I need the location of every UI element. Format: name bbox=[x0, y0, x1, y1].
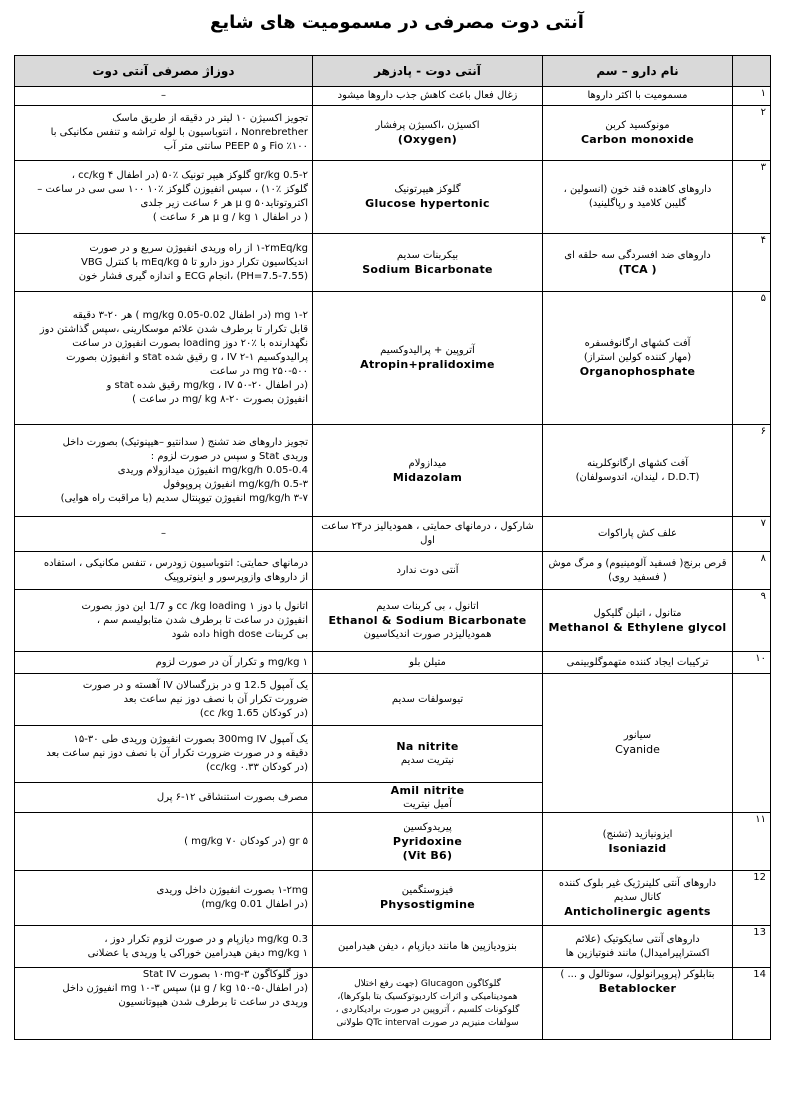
poison-cell: علف کش پاراکوات bbox=[543, 517, 733, 552]
row-num: ۲ bbox=[733, 106, 771, 161]
table-row bbox=[15, 674, 771, 726]
poison-name-fa: بتابلوکر (پروپرانولول، سوتالول و ... ) bbox=[560, 969, 715, 980]
antidote-note-fa: همودیالیزدر صورت اندیکاسیون bbox=[363, 628, 492, 640]
antidote-cell: آنتی دوت ندارد bbox=[313, 552, 543, 590]
row-num: ۱۱ bbox=[733, 813, 771, 871]
table-row bbox=[15, 590, 771, 652]
poison-cell bbox=[543, 292, 733, 425]
dose-cell: ۱-۲mEq/kg از راه وریدی انفیوژن سریع و در صورت اندیکاسیون تکرار دوز دارو تا ۵ mEq/kg با کنترل VBG (PH=7.5-7.55) ،انجام ECG و اندازه گیری فشار خون bbox=[15, 234, 313, 292]
header-name: نام دارو – سم bbox=[543, 56, 733, 87]
poison-name-fa: آفت کشهای ارگانوفسفره (مهار کننده کولین استراز) bbox=[583, 338, 692, 363]
table-row bbox=[15, 292, 771, 425]
poison-name-fa: متانول ، اتیلن گلیکول bbox=[593, 607, 682, 619]
antidote-cell: شارکول ، درمانهای حمایتی ، همودیالیز در۲۴ ساعت اول bbox=[313, 517, 543, 552]
row-num: ۱۰ bbox=[733, 652, 771, 674]
table-row bbox=[15, 968, 771, 1040]
dose-cell: درمانهای حمایتی: انتوباسیون زودرس ، تنفس مکانیکی ، استفاده از داروهای وازوپرسور و اینوتروپیک bbox=[15, 552, 313, 590]
antidote-cell: متیلن بلو bbox=[313, 652, 543, 674]
row-num: ۶ bbox=[733, 425, 771, 517]
antidote-table bbox=[14, 55, 771, 1040]
poison-cell bbox=[543, 871, 733, 926]
row-num: 12 bbox=[733, 871, 771, 926]
antidote-cell bbox=[313, 87, 543, 106]
poison-name-fa: مونوکسید کربن bbox=[605, 120, 670, 131]
antidote-name-fa: فیزوستگمین bbox=[401, 885, 454, 896]
antidote-name-fa: تیوسولفات سدیم bbox=[391, 693, 464, 705]
antidote-name-fa: اتانول ، بی کربنات سدیم bbox=[376, 600, 479, 612]
dose-cell: یک آمپول 12.5 g در بزرگسالان IV آهسته و در صورت ضرورت تکرار آن با نصف دوز نیم ساعت بعد (در کودکان 1.65 cc /kg) bbox=[15, 674, 313, 726]
poison-name-en: Methanol & Ethylene glycol bbox=[548, 620, 727, 634]
antidote-cell bbox=[313, 425, 543, 517]
dose-cell: ۵ gr (در کودکان ۷۰ mg/kg ) bbox=[15, 813, 313, 871]
poison-cell bbox=[543, 813, 733, 871]
antidote-cell bbox=[313, 234, 543, 292]
antidote-name-fa: بیکربنات سدیم bbox=[396, 249, 459, 261]
table-row bbox=[15, 552, 771, 590]
table-row bbox=[15, 871, 771, 926]
dose-cell: دوز گلوکاگون ۳-۱۰mg بصورت Stat IV (در اطفال۵۰-۱۵۰ µ g / kg) سپس ۳-۱۰ mg انفیوژن داخل وریدی در ساعت تا برطرف شدن هیپوتانسیون bbox=[15, 968, 313, 1040]
antidote-name-fa: آتروپین + پرالیدوکسیم bbox=[380, 345, 475, 356]
antidote-name-en: Na nitrite bbox=[396, 740, 459, 753]
dose-cell: یک آمپول 300mg IV بصورت انفیوژن وریدی طی ۳۰-۱۵ دقیقه و در صورت ضرورت تکرار آن با نصف دوز نیم ساعت بعد (در کودکان ۰.۳۳ cc/kg) bbox=[15, 726, 313, 783]
antidote-name-en: Ethanol & Sodium Bicarbonate bbox=[328, 613, 527, 627]
header-num bbox=[733, 56, 771, 87]
antidote-name-en: Physostigmine bbox=[379, 898, 476, 911]
header-dose: دوزاژ مصرفی آنتی دوت bbox=[15, 56, 313, 87]
table-row bbox=[15, 813, 771, 871]
dose-cell: ۱-۲mg بصورت انفیوژن داخل وریدی (در اطفال 0.01 mg/kg) bbox=[15, 871, 313, 926]
table-row bbox=[15, 234, 771, 292]
antidote-name-fa: نیتریت سدیم bbox=[400, 755, 455, 766]
antidote-cell bbox=[313, 292, 543, 425]
poison-cell: داروهای کاهنده قند خون (انسولین ، گلیبن کلامید و رپاگلینید) bbox=[543, 161, 733, 234]
antidote-name-en: Midazolam bbox=[392, 470, 463, 484]
dose-cell: ۱ mg/kg و تکرار آن در صورت لزوم bbox=[15, 652, 313, 674]
dose-cell: ۱-۲ mg (در اطفال 0.02-0.05 mg/kg ) هر ۲۰-۳ دقیقه قابل تکرار تا برطرف شدن علائم موسکارینی ،سپس گذاشتن دوز نگهدارنده با ٪۲۰ دوز loading بصورت انفیوژن در ساعت پرالیدوکسیم ۱-۲ g ، IV رقیق شده stat و انفیوژن بصورت ۲۵۰-۵۰۰ mg در ساعت (در اطفال ۲۰-۵۰ mg/kg ، IV رقیق شده stat و انفیوژن بصورت ۲۰-۸ mg/ kg در ساعت ) bbox=[15, 292, 313, 425]
table-row bbox=[15, 106, 771, 161]
poison-name-fa: داروهای آنتی کلینرژیک غیر بلوک کننده کانال سدیم bbox=[558, 878, 717, 903]
antidote-name-en-2: (Vit B6) bbox=[402, 848, 453, 862]
poison-cell bbox=[543, 87, 733, 106]
poison-cell: قرص برنج( فسفید آلومینیوم) و مرگ موش ( فسفید روی) bbox=[543, 552, 733, 590]
row-num: ۳ bbox=[733, 161, 771, 234]
poison-name-en: Organophosphate bbox=[579, 365, 696, 378]
poison-name-en: Betablocker bbox=[598, 982, 677, 995]
poison-name-en: Carbon monoxide bbox=[580, 133, 695, 146]
antidote-name-fa: پیریدوکسین bbox=[403, 821, 452, 833]
dose-cell: اتانول با دوز ۱ cc /kg loading و 1/7 این دوز بصورت انفیوژن در ساعت تا برطرف شدن متابولیسم سم ، بی کربنات high dose داده شود bbox=[15, 590, 313, 652]
row-num: ۹ bbox=[733, 590, 771, 652]
poison-name-fa: سیانور bbox=[623, 730, 652, 741]
poison-name-en: Anticholinergic agents bbox=[564, 905, 711, 918]
header-antidote: آنتی دوت - پادزهر bbox=[313, 56, 543, 87]
poison-name-en: Cyanide bbox=[615, 743, 660, 756]
row-num: ۱ bbox=[733, 87, 771, 106]
poison-cell bbox=[543, 968, 733, 1040]
poison-cell: ترکیبات ایجاد کننده متهموگلوبینمی bbox=[543, 652, 733, 674]
row-num: ۵ bbox=[733, 292, 771, 425]
antidote-cell bbox=[313, 871, 543, 926]
antidote-name-en: Glucose hypertonic bbox=[365, 197, 490, 210]
antidote-name-en: Sodium Bicarbonate bbox=[362, 262, 493, 276]
poison-cell bbox=[543, 590, 733, 652]
dose-cell: تجویز داروهای ضد تشنج ( سدانتیو –هیپنوتیک) بصورت داخل وریدی Stat و سپس در صورت لزوم : 0.05-0.4 mg/kg/h انفیوژن میدازولام وریدی 0.5-۳ mg/kg/h انفیوژن پروپوفول ۳-۷ mg/kg/h انفیوژن تیوپنتال سدیم (با مراقبت راه هوایی) bbox=[15, 425, 313, 517]
antidote-name-fa: اکسیژن ،اکسیژن پرفشار bbox=[375, 120, 480, 131]
antidote-name-en: Atropin+pralidoxime bbox=[360, 358, 495, 371]
poison-name-en: ( TCA) bbox=[618, 262, 657, 276]
table-row bbox=[15, 161, 771, 234]
dose-cell: – bbox=[15, 517, 313, 552]
antidote-name-en: (Oxygen) bbox=[397, 133, 458, 146]
antidote-name-en: Pyridoxine bbox=[392, 834, 463, 848]
dose-cell: تجویز اکسیژن ۱۰ لیتر در دقیقه از طریق ماسک Nonrebrether ، انتوباسیون با لوله تراشه و تنفس مکانیکی با Fio ٪۱۰۰ و PEEP ۵ سانتی متر آب bbox=[15, 106, 313, 161]
dose-cell: 0.5-۲ gr/kg گلوکز هیپر تونیک ٪۵۰ (در اطفال ۴ cc/kg ، گلوکز ٪۱۰) ، سپس انفیوزن گلوکز ٪۱۰ ۱۰۰ سی سی در ساعت – اکتروتوتاید۵۰ µ g هر ۶ ساعت زیر جلدی ( در اطفال ۱ µ g / kg هر ۶ ساعت ) bbox=[15, 161, 313, 234]
antidote-cell bbox=[313, 106, 543, 161]
poison-name-fa: داروهای ضد افسردگی سه حلقه ای bbox=[564, 249, 711, 261]
table-header-row bbox=[15, 56, 771, 87]
antidote-cell bbox=[313, 590, 543, 652]
row-num: 13 bbox=[733, 926, 771, 968]
table-row bbox=[15, 926, 771, 968]
dose-cell: مصرف بصورت استنشاقی ۱۲-۶ پرل bbox=[15, 783, 313, 813]
antidote-cell bbox=[313, 726, 543, 783]
poison-name-fa: مسمومیت با اکثر داروها bbox=[587, 90, 688, 101]
poison-cell: داروهای آنتی سایکوتیک (علائم اکستراپیرامیدال) مانند فنوتیازین ها bbox=[543, 926, 733, 968]
antidote-name-fa: گلوکز هیپرتونیک bbox=[394, 184, 461, 195]
table-row bbox=[15, 425, 771, 517]
page-title: آنتی دوت مصرفی در مسمومیت های شایع bbox=[210, 12, 584, 33]
antidote-name-fa: زغال فعال باعث کاهش جذب داروها میشود bbox=[337, 90, 518, 101]
antidote-name-en: Amil nitrite bbox=[390, 783, 465, 797]
table-row bbox=[15, 652, 771, 674]
row-num: 14 bbox=[733, 968, 771, 1040]
antidote-cell bbox=[313, 161, 543, 234]
table-row bbox=[15, 87, 771, 106]
row-num: ۸ bbox=[733, 552, 771, 590]
antidote-cell bbox=[313, 783, 543, 813]
dose-cell: – bbox=[15, 87, 313, 106]
row-num: ۴ bbox=[733, 234, 771, 292]
antidote-cell bbox=[313, 813, 543, 871]
poison-name-fa: ایزونیازید (تشنج) bbox=[602, 828, 673, 840]
poison-cell bbox=[543, 674, 733, 813]
antidote-cell: بنزودیازپین ها مانند دیازپام ، دیفن هیدرامین bbox=[313, 926, 543, 968]
poison-cell bbox=[543, 234, 733, 292]
antidote-name-fa: میدازولام bbox=[408, 457, 447, 469]
poison-name-en: Isoniazid bbox=[608, 841, 667, 855]
poison-cell bbox=[543, 106, 733, 161]
row-num: ۷ bbox=[733, 517, 771, 552]
dose-cell: 0.3 mg/kg دیازپام و در صورت لزوم تکرار دوز ، mg/kg ۱ دیفن هیدرامین خوراکی یا وریدی یا عضلانی bbox=[15, 926, 313, 968]
table-row bbox=[15, 517, 771, 552]
antidote-cell bbox=[313, 674, 543, 726]
antidote-name-fa: آمیل نیتریت bbox=[403, 798, 452, 810]
row-num bbox=[733, 674, 771, 813]
antidote-cell: گلوکاگون Glucagon (جهت رفع اختلال همودینامیکی و اثرات کاردیوتوکسیک بتا بلوکرها)، گلوکونات کلسیم ، آتروپین در صورت برادیکاردی ، سولفات منیزیم در صورت QTc interval طولانی bbox=[313, 968, 543, 1040]
poison-cell: آفت کشهای ارگانوکلرینه (D.D.T ، لیندان، اندوسولفان) bbox=[543, 425, 733, 517]
